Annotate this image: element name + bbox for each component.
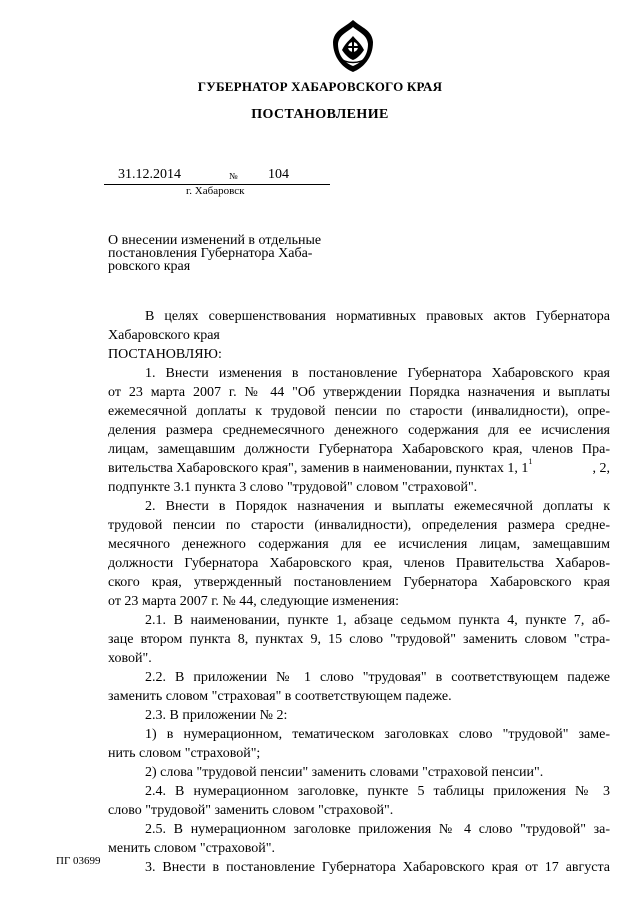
body-line: 2.3. В приложении № 2: — [145, 708, 288, 723]
city-label: г. Хабаровск — [186, 185, 245, 197]
body-line: трудовой пенсии по старости (инвалидности), определения размера средне- — [108, 518, 610, 533]
body-line: лицам, замещавшим должности Губернатора Хабаровского края, членов Пра- — [108, 442, 610, 457]
body-line: 1. Внести изменения в постановление Губернатора Хабаровского края — [145, 366, 610, 381]
subject-line: О внесении изменений в отдельные — [108, 233, 322, 248]
subject-line: ровского края — [108, 259, 191, 274]
body-line: слово "трудовой" заменить словом "страховой". — [108, 803, 394, 818]
body-line: подпункте 3.1 пункта 3 слово "трудовой" словом "страховой". — [108, 480, 478, 495]
body-line: от 23 марта 2007 г. № 44 "Об утверждении Порядка назначения и выплаты — [108, 385, 610, 400]
document-date: 31.12.2014 — [118, 167, 181, 182]
subject-line: постановления Губернатора Хаба- — [108, 246, 313, 261]
body-line-part: вительства Хабаровского края", заменив в наименовании, пунктах 1, 1 — [108, 461, 529, 476]
document-body — [108, 307, 610, 877]
number-sign: № — [229, 171, 238, 181]
body-line: заменить словом "страховая" в соответствующем падеже. — [108, 689, 452, 704]
body-line: 2. Внести в Порядок назначения и выплаты ежемесячной доплаты к — [145, 499, 610, 514]
body-line: 2.1. В наименовании, пункте 1, абзаце седьмом пункта 4, пункте 7, аб- — [145, 613, 610, 628]
body-line: деления размера среднемесячного денежного содержания для ее исчисления — [108, 423, 610, 438]
body-line: ховой". — [108, 651, 152, 666]
decree-keyword: ПОСТАНОВЛЯЮ: — [108, 347, 222, 362]
body-line: 2.2. В приложении № 1 слово "трудовая" в соответствующем падеже — [145, 670, 610, 685]
footer-code: ПГ 03699 — [56, 855, 101, 867]
body-line: должности Губернатора Хабаровского края, членов Правительства Хабаров- — [108, 556, 610, 571]
body-line: Хабаровского края — [108, 328, 220, 343]
body-line: 2) слова "трудовой пенсии" заменить словами "страховой пенсии". — [145, 765, 544, 780]
authority-title: ГУБЕРНАТОР ХАБАРОВСКОГО КРАЯ — [197, 79, 443, 94]
body-line: В целях совершенствования нормативных правовых актов Губернатора — [145, 309, 610, 324]
body-line: 3. Внести в постановление Губернатора Хабаровского края от 17 августа — [145, 860, 610, 875]
body-line: менить словом "страховой". — [108, 841, 275, 856]
body-line: ежемесячной доплаты к трудовой пенсии по старости (инвалидности), опре- — [108, 404, 610, 419]
body-line: месячного денежного содержания для ее исчисления лицам, замещавшим — [108, 537, 610, 552]
body-line: заце втором пункта 8, пунктах 9, 15 слово "трудовой" заменить словом "стра- — [108, 632, 610, 647]
body-line-part: , 2, — [592, 461, 610, 476]
body-line: 2.4. В нумерационном заголовке, пункте 5 таблицы приложения № 3 — [145, 784, 610, 799]
coat-of-arms-icon — [330, 18, 376, 74]
body-line — [108, 459, 610, 478]
superscript: 1 — [528, 457, 533, 466]
body-line: 1) в нумерационном, тематическом заголовках слово "трудовой" заме- — [145, 727, 610, 742]
document-subject — [108, 234, 336, 273]
body-line: ского края, утвержденный постановлением Губернатора Хабаровского края — [108, 575, 610, 590]
body-line: 2.5. В нумерационном заголовке приложения № 4 слово "трудовой" за- — [145, 822, 610, 837]
body-line: нить словом "страховой"; — [108, 746, 261, 761]
document-number: 104 — [268, 167, 289, 182]
date-number-line — [104, 167, 330, 185]
document-type-title: ПОСТАНОВЛЕНИЕ — [251, 107, 389, 122]
body-line: от 23 марта 2007 г. № 44, следующие изменения: — [108, 594, 399, 609]
